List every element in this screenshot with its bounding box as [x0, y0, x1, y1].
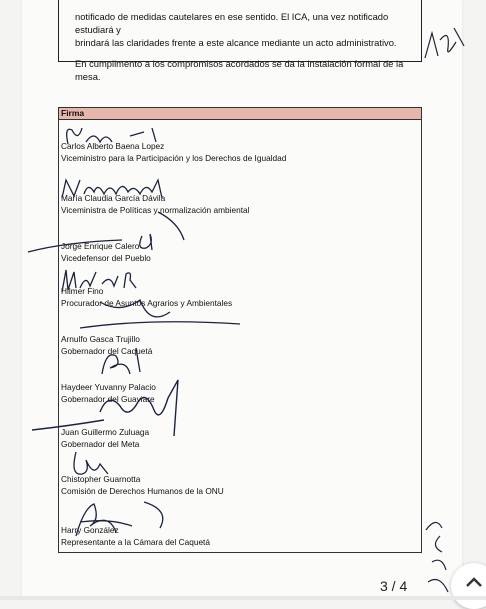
top-text-box: [58, 0, 422, 82]
chevron-up-icon: [464, 575, 484, 589]
signer-title: Gobernador del Meta: [61, 439, 140, 449]
signer-name: Chistopher Guarnotta: [61, 474, 141, 484]
handwritten-signature-7: [68, 446, 118, 482]
signer-name: Carlos Alberto Baena Lopez: [61, 141, 165, 151]
signer-title: Viceministra de Políticas y normalización ambiental: [61, 205, 250, 215]
signature-header: Firma: [59, 108, 421, 120]
handwritten-signature-1: [60, 120, 180, 150]
scroll-up-button[interactable]: [451, 563, 486, 609]
margin-initials-signature: [420, 18, 470, 68]
handwritten-signature-3: [26, 232, 176, 260]
signer-title: Viceministro para la Participación y los Derechos de Igualdad: [61, 153, 287, 163]
signer-name: Hilmer Fino: [61, 286, 104, 296]
signer-title: Procurador de Asuntos Agrarios y Ambientales: [61, 298, 233, 308]
signer-name: María Claudia García Dávila: [61, 193, 166, 203]
signer-name: Haydeer Yuvanny Palacio: [61, 382, 156, 392]
handwritten-signature-8: [60, 496, 180, 540]
signer-name: Jorge Enrique Calero: [61, 241, 140, 251]
signer-title: Representante a la Cámara del Caquetá: [61, 537, 210, 547]
signer-name: Juan Guillermo Zuluaga: [61, 427, 150, 437]
signer-title: Gobernador del Caquetá: [61, 346, 153, 356]
viewer-bottom-edge: [0, 596, 486, 600]
paragraph-line-1: notificado de medidas cautelares en ese sentido. El ICA, una vez notificado estudiará y: [75, 11, 389, 35]
handwritten-signature-6: [28, 376, 198, 448]
signer-title: Comisión de Derechos Humanos de la ONU: [61, 486, 224, 496]
signer-name: Harry González: [61, 525, 119, 535]
signer-name: Arnulfo Gasca Trujillo: [61, 334, 140, 344]
handwritten-signature-4: [60, 266, 250, 338]
paragraph-line-3: En cumplimento a los compromisos acordados se da la instalación formal de la mesa.: [75, 58, 404, 82]
signer-title: Vicedefensor del Pueblo: [61, 253, 151, 263]
handwritten-signature-5: [96, 344, 156, 378]
paragraph-line-2: brindará las claridades frente a este alcance mediante un acto administrativo.: [75, 37, 397, 48]
signer-title: Gobernador del Guaviare: [61, 394, 155, 404]
page-indicator: 3 / 4: [380, 578, 408, 594]
